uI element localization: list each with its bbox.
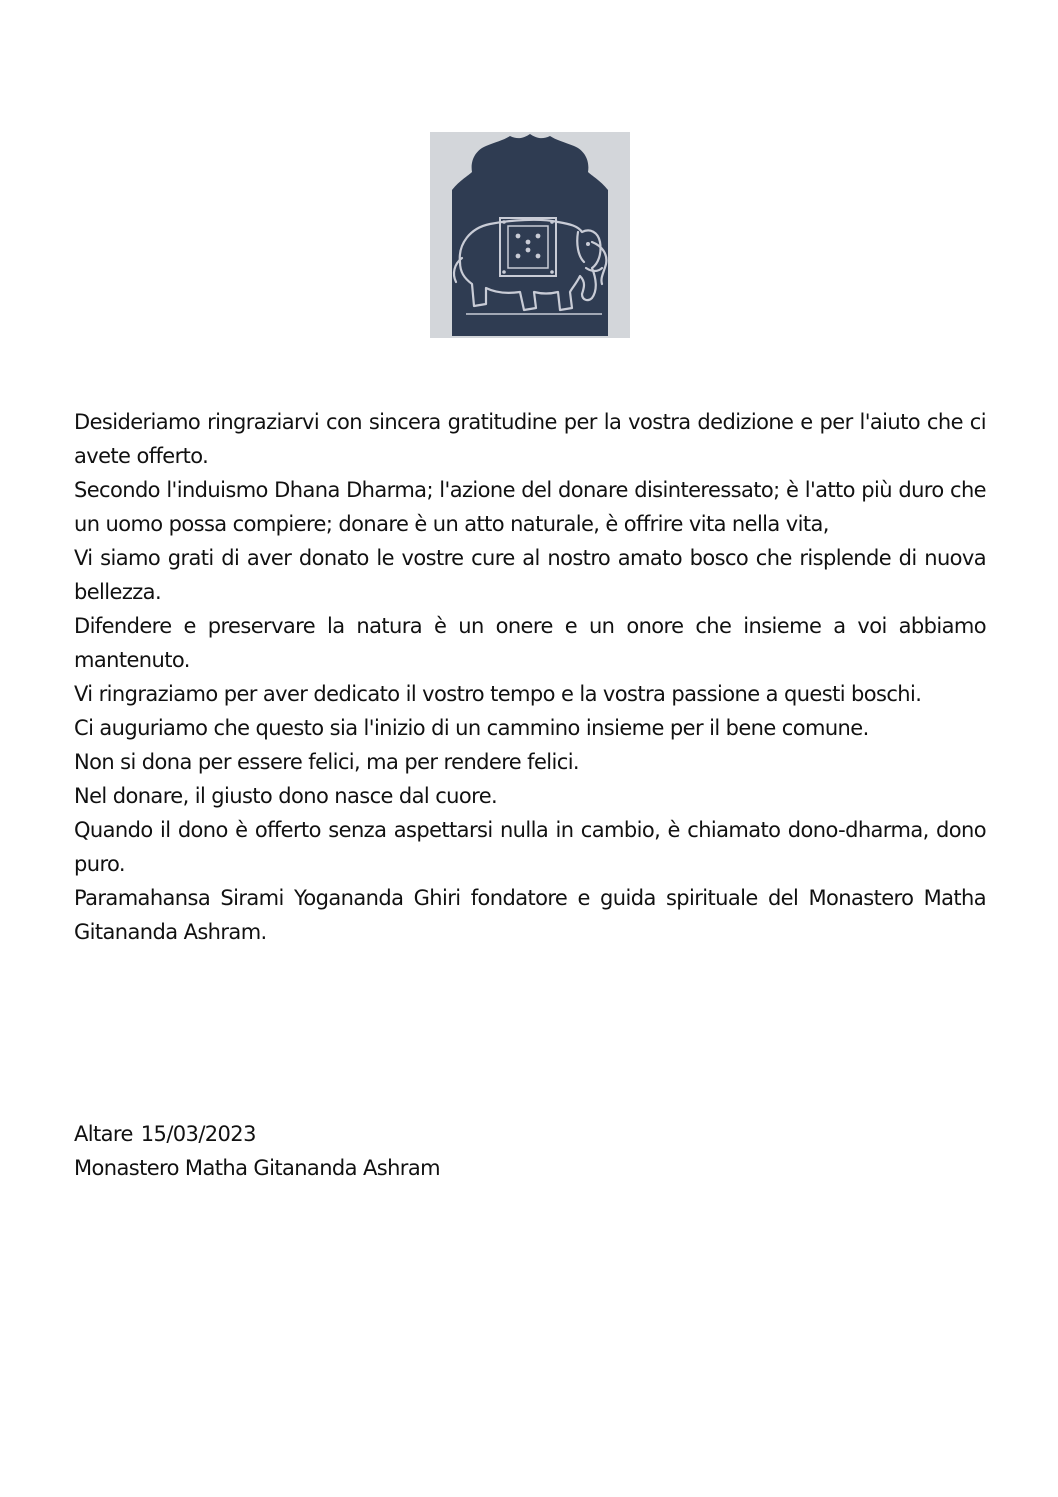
- letter-paragraph: Difendere e preservare la natura è un onere e un onore che insieme a voi abbiamo mantenuto.: [74, 614, 986, 672]
- letter-paragraph: Paramahansa Sirami Yogananda Ghiri fondatore e guida spirituale del Monastero Matha Gitananda Ashram.: [74, 886, 986, 944]
- place-date-line: [74, 1117, 974, 1151]
- letter-paragraph: Secondo l'induismo Dhana Dharma; l'azione del donare disinteressato; è l'atto più duro che un uomo possa compiere; donare è un atto naturale, è offrire vita nella vita,: [74, 478, 986, 536]
- letter-paragraph: Quando il dono è offerto senza aspettarsi nulla in cambio, è chiamato dono-dharma, dono puro.: [74, 818, 986, 876]
- signature-block: [74, 1117, 974, 1185]
- letter-paragraph: Non si dona per essere felici, ma per rendere felici.: [74, 750, 580, 774]
- letter-paragraph: Desideriamo ringraziarvi con sincera gratitudine per la vostra dedizione e per l'aiuto che ci avete offerto.: [74, 410, 986, 468]
- elephant-emblem-icon: [430, 132, 630, 338]
- place: Altare: [74, 1122, 133, 1146]
- elephant-emblem: [430, 132, 630, 338]
- letter-paragraph: Ci auguriamo che questo sia l'inizio di un cammino insieme per il bene comune.: [74, 716, 869, 740]
- letter-paragraph: Vi siamo grati di aver donato le vostre cure al nostro amato bosco che risplende di nuova bellezza.: [74, 546, 986, 604]
- letter-paragraph: Nel donare, il giusto dono nasce dal cuore.: [74, 784, 498, 808]
- date: 15/03/2023: [140, 1122, 256, 1146]
- letter-body: [74, 405, 986, 949]
- letter-paragraph: Vi ringraziamo per aver dedicato il vostro tempo e la vostra passione a questi boschi.: [74, 682, 922, 706]
- organization-name: Monastero Matha Gitananda Ashram: [74, 1156, 440, 1180]
